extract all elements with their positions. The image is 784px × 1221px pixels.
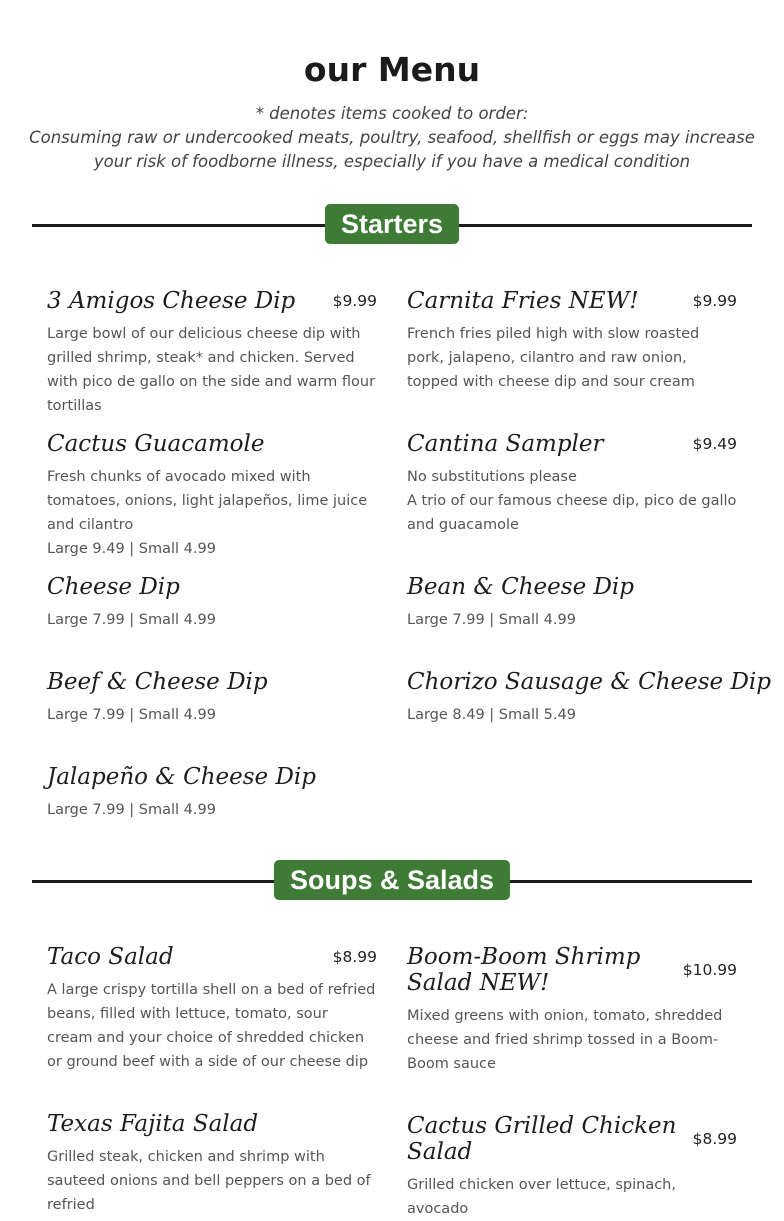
- item-size-prices: Large 8.49 | Small 5.49: [407, 707, 576, 723]
- food-safety-warning: Consuming raw or undercooked meats, poultry, seafood, shellfish or eggs may increase your risk of foodborne illness, especially if you have a medical condition: [29, 128, 755, 171]
- item-size-prices: Large 7.99 | Small 4.99: [47, 802, 216, 818]
- item-description-line: Mixed greens with onion, tomato, shredded cheese and fried shrimp tossed in a Boom-Boom sauce: [407, 1008, 723, 1072]
- item-size-prices: Large 7.99 | Small 4.99: [47, 612, 216, 628]
- menu-item: [407, 669, 771, 727]
- intro-note: [0, 102, 784, 174]
- item-name: Taco Salad: [47, 944, 174, 970]
- item-size-prices: Large 9.49 | Small 4.99: [47, 541, 216, 557]
- item-description: [47, 608, 377, 632]
- item-name: Carnita Fries NEW!: [407, 288, 639, 314]
- item-name: 3 Amigos Cheese Dip: [47, 288, 296, 314]
- item-name: Cheese Dip: [47, 574, 180, 600]
- item-name: Chorizo Sausage & Cheese Dip: [407, 669, 771, 695]
- item-name: Cactus Guacamole: [47, 431, 265, 457]
- menu-item: [407, 944, 737, 1076]
- item-description: [47, 1145, 377, 1217]
- menu-item: [47, 944, 377, 1074]
- item-description: [407, 465, 737, 537]
- item-name: Cactus Grilled Chicken Salad: [407, 1113, 677, 1165]
- item-description-line: A large crispy tortilla shell on a bed of refried beans, filled with lettuce, tomato, sour cream and your choice of shredded chicken or ground beef with a side of our cheese dip: [47, 982, 376, 1070]
- item-description: [47, 978, 377, 1074]
- item-price: $9.99: [332, 292, 377, 310]
- menu-item: [407, 431, 737, 537]
- item-description-line: No substitutions please: [407, 469, 577, 485]
- item-description: [407, 322, 737, 394]
- menu-item: [47, 574, 377, 632]
- section-title: Soups & Salads: [274, 860, 510, 900]
- item-size-prices: Large 7.99 | Small 4.99: [47, 707, 216, 723]
- item-name: Bean & Cheese Dip: [407, 574, 635, 600]
- item-price: $9.49: [692, 435, 737, 453]
- menu-item: [47, 764, 377, 822]
- item-description: [407, 703, 747, 727]
- section-title: Starters: [325, 204, 459, 244]
- item-name: Cantina Sampler: [407, 431, 604, 457]
- item-description-line: Grilled chicken over lettuce, spinach, avocado: [407, 1177, 676, 1217]
- item-description-line: Grilled steak, chicken and shrimp with sauteed onions and bell peppers on a bed of refried: [47, 1149, 371, 1213]
- item-description: [47, 322, 377, 418]
- menu-item: [407, 1113, 737, 1221]
- menu-item: [47, 431, 377, 561]
- item-description: [407, 1004, 737, 1076]
- item-description: [47, 798, 377, 822]
- item-name: Beef & Cheese Dip: [47, 669, 268, 695]
- item-description: [407, 608, 737, 632]
- page-title: our Menu: [303, 50, 481, 89]
- item-name: Boom-Boom Shrimp Salad NEW!: [407, 944, 641, 996]
- menu-item: [47, 669, 377, 727]
- section-header-starters: [32, 204, 752, 244]
- menu-item: [407, 288, 737, 394]
- item-description-line: Fresh chunks of avocado mixed with tomatoes, onions, light jalapeños, lime juice and cilantro: [47, 469, 368, 533]
- item-description-line: Large bowl of our delicious cheese dip with grilled shrimp, steak* and chicken. Served with pico de gallo on the side and warm flour tortillas: [47, 326, 376, 414]
- item-description: [407, 1173, 737, 1221]
- menu-item: [47, 288, 377, 418]
- item-name: Jalapeño & Cheese Dip: [47, 764, 316, 790]
- menu-item: [47, 1111, 377, 1217]
- item-description: [47, 703, 377, 727]
- item-size-prices: Large 7.99 | Small 4.99: [407, 612, 576, 628]
- item-price: $9.99: [692, 292, 737, 310]
- item-description: [47, 465, 377, 561]
- item-price: $10.99: [682, 961, 737, 979]
- item-price: $8.99: [332, 948, 377, 966]
- item-price: $8.99: [692, 1130, 737, 1148]
- cooked-to-order-note: * denotes items cooked to order:: [255, 104, 529, 123]
- item-description-line: French fries piled high with slow roasted pork, jalapeno, cilantro and raw onion, topped with cheese dip and sour cream: [407, 326, 700, 390]
- item-description-line: A trio of our famous cheese dip, pico de gallo and guacamole: [407, 493, 737, 533]
- menu-item: [407, 574, 737, 632]
- section-header-soups-salads: [32, 860, 752, 900]
- item-name: Texas Fajita Salad: [47, 1111, 259, 1137]
